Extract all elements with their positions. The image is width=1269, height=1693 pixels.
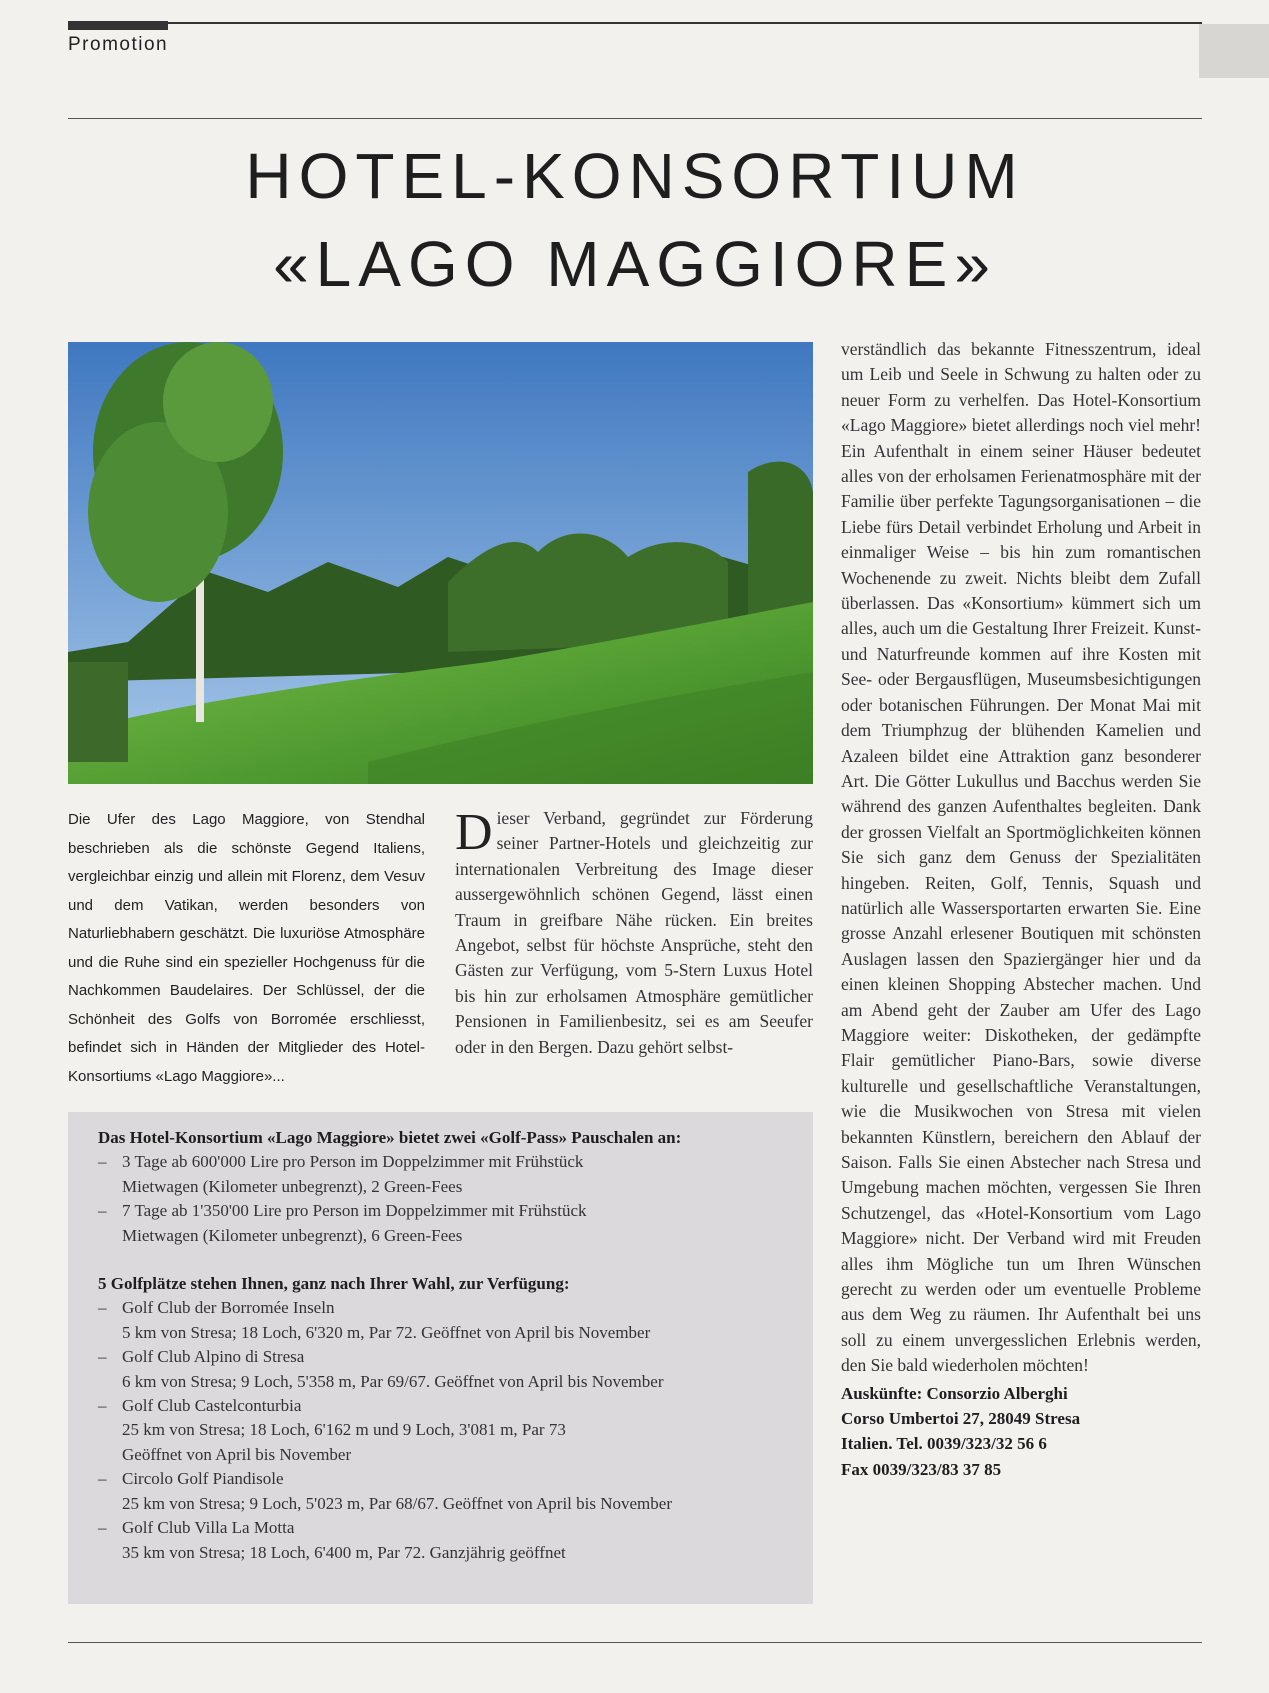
page-title — [68, 132, 1202, 308]
course-name: – Golf Club der Borromée Inseln — [122, 1298, 335, 1318]
intro-text: Die Ufer des Lago Maggiore, von Stendhal beschrieben als die schönste Gegend Italiens, vergleichbar einzig und allein mit Florenz, dem Vesuv und dem Vatikan, werden besonders von Naturliebhabern geschätzt. Die luxuriöse Atmosphäre und die Ruhe sind ein spezieller Hochgenuss für die Nachkommen Baudelaires. Der Schlüssel, der die Schönheit des Golfs von Borromée erschliesst, befindet sich in Händen der Mitglieder des Hotel-Konsortiums «Lago Maggiore»... — [68, 811, 425, 1085]
golf-pass-box — [68, 1112, 813, 1604]
course-item — [98, 1296, 785, 1345]
package-line: Mietwagen (Kilometer unbegrenzt), 2 Green-Fees — [122, 1176, 463, 1196]
drop-cap: D — [455, 804, 493, 861]
course-name: – Golf Club Castelconturbia — [122, 1396, 302, 1416]
course-detail: 25 km von Stresa; 9 Loch, 5'023 m, Par 68/67. Geöffnet von April bis November — [122, 1493, 672, 1513]
course-item — [98, 1467, 785, 1516]
header-rule — [68, 22, 1202, 24]
contact-line: Auskünfte: Consorzio Alberghi — [841, 1383, 1068, 1403]
course-detail: 35 km von Stresa; 18 Loch, 6'400 m, Par 72. Ganzjährig geöffnet — [122, 1542, 566, 1562]
footer-rule — [68, 1642, 1202, 1643]
body-column-right — [841, 337, 1201, 1482]
package-line: – 3 Tage ab 600'000 Lire pro Person im Doppelzimmer mit Frühstück — [122, 1152, 584, 1172]
page-tab — [1199, 24, 1269, 78]
contact-phone: Italien. Tel. 0039/323/32 56 6 — [841, 1434, 1047, 1454]
body-right-text: verständlich das bekannte Fitnesszentrum, ideal um Leib und Seele in Schwung zu halten oder zu neuer Form zu verhelfen. Das Hotel-Konsortium «Lago Maggiore» bietet allerdings noch viel mehr! Ein Aufenthalt in einem seiner Häuser bedeutet alles von der erholsamen Ferienatmosphäre mit der Familie über perfekte Tagungsorganisationen – die Liebe fürs Detail verbindet Erholung und Arbeit in einmaliger Weise – bis hin zum romantischen Wochenende zu zweit. Nichts bleibt dem Zufall überlassen. Das «Konsortium» kümmert sich um alles, auch um die Gestaltung Ihrer Freizeit. Kunst- und Naturfreunde kommen auf ihre Kosten mit See- oder Bergausflügen, Museumsbesichtigungen oder botanischen Führungen. Der Monat Mai mit dem Triumphzug der blühenden Kamelien und Azaleen bildet eine Attraktion ganz besonderer Art. Die Götter Lukullus und Bacchus werden Sie während des ganzen Aufenthaltes begleiten. Dank der grossen Vielfalt an Sportmöglichkeiten können Sie sich ganz dem Genuss der Spezialitäten hingeben. Reiten, Golf, Tennis, Squash und natürlich alle Wassersportarten erwarten Sie. Eine grosse Anzahl erlesener Boutiquen mit schönsten Auslagen lassen den Spaziergänger hier und da einen kleinen Shopping Abstecher machen. Und am Abend geht der Zauber am Ufer des Lago Maggiore weiter: Diskotheken, der gedämpfte Flair gemütlicher Piano-Bars, sowie diverse kulturelle und gesellschaftliche Veranstaltungen, wie die Musikwochen von Stresa mit vielen bekannten Künstlern, bereichern den Ablauf der Saison. Falls Sie einen Abstecher nach Stresa und Umgebung machen möchten, vergessen Sie Ihren Schutzengel, das «Hotel-Konsortium vom Lago Maggiore» nicht. Der Verband wird mit Freuden alles ihm Mögliche tun um Ihren Wünschen gerecht zu werden oder um eventuelle Probleme aus dem Weg zu räumen. Ihr Aufenthalt bei uns soll zu einem unvergesslichen Erlebnis werden, den Sie bald wiederholen möchten! — [841, 339, 1201, 1376]
packages-heading: Das Hotel-Konsortium «Lago Maggiore» bietet zwei «Golf-Pass» Pauschalen an: — [98, 1128, 682, 1147]
package-item — [98, 1150, 785, 1199]
course-item — [98, 1394, 785, 1467]
spacer — [98, 1248, 785, 1272]
package-line: Mietwagen (Kilometer unbegrenzt), 6 Green-Fees — [122, 1225, 463, 1245]
course-detail: 25 km von Stresa; 18 Loch, 6'162 m und 9 Loch, 3'081 m, Par 73 — [122, 1420, 566, 1440]
course-item — [98, 1345, 785, 1394]
course-detail: Geöffnet von April bis November — [122, 1444, 352, 1464]
course-name: – Golf Club Villa La Motta — [122, 1518, 295, 1538]
birch-canopy-3 — [163, 342, 273, 462]
title-rule — [68, 118, 1202, 119]
package-list — [98, 1150, 785, 1248]
courses-heading: 5 Golfplätze stehen Ihnen, ganz nach Ihrer Wahl, zur Verfügung: — [98, 1274, 570, 1294]
title-line-1: HOTEL-KONSORTIUM — [245, 140, 1025, 212]
course-name: – Golf Club Alpino di Stresa — [122, 1347, 305, 1367]
package-item — [98, 1199, 785, 1248]
course-list — [98, 1296, 785, 1564]
course-item — [98, 1516, 785, 1565]
photo-illustration — [68, 342, 813, 784]
section-label: Promotion — [68, 34, 169, 55]
left-bush — [68, 662, 128, 762]
golf-course-photo — [68, 342, 813, 784]
course-detail: 6 km von Stresa; 9 Loch, 5'358 m, Par 69/67. Geöffnet von April bis November — [122, 1371, 664, 1391]
body-column-middle — [455, 806, 813, 1060]
contact-info — [841, 1381, 1201, 1483]
title-line-2: «LAGO MAGGIORE» — [273, 228, 997, 300]
contact-address: Corso Umbertoi 27, 28049 Stresa — [841, 1409, 1081, 1429]
course-name: – Circolo Golf Piandisole — [122, 1469, 284, 1489]
package-line: – 7 Tage ab 1'350'00 Lire pro Person im Doppelzimmer mit Frühstück — [122, 1201, 587, 1221]
contact-fax: Fax 0039/323/83 37 85 — [841, 1459, 1002, 1479]
body-middle-text: ieser Verband, gegründet zur Förderung seiner Partner-Hotels und gleichzeitig zur internationalen Verbreitung des Image dieser aussergewöhnlich schönen Gegend, lässt einen Traum in greifbare Nähe rücken. Ein breites Angebot, selbst für höchste Ansprüche, steht den Gästen zur Verfügung, vom 5-Stern Luxus Hotel bis hin zur erholsamen Atmosphäre gemütlicher Pensionen in Familienbesitz, sei es am Seeufer oder in den Bergen. Dazu gehört selbst- — [455, 808, 813, 1057]
course-detail: 5 km von Stresa; 18 Loch, 6'320 m, Par 72. Geöffnet von April bis November — [122, 1322, 651, 1342]
